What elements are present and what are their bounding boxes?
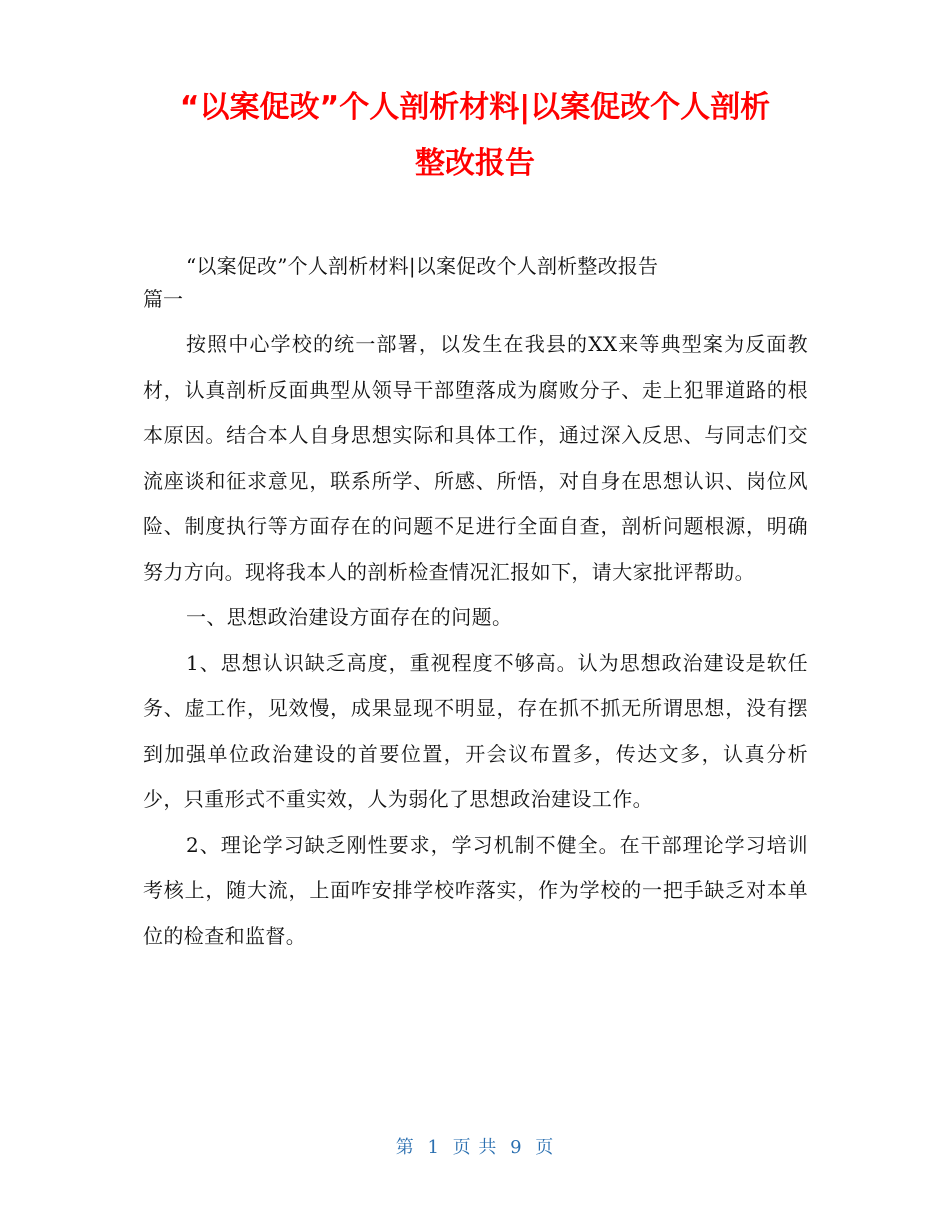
footer-page-number: 1 xyxy=(427,1137,440,1158)
footer-prefix: 第 xyxy=(395,1137,415,1158)
footer-total-pages: 9 xyxy=(510,1137,523,1158)
document-title-line-1: “以案促改”个人剖析材料|以案促改个人剖析 xyxy=(179,90,771,125)
document-body xyxy=(143,250,808,959)
page-footer xyxy=(0,1133,950,1159)
section-label: 篇一 xyxy=(143,287,183,311)
footer-middle: 页 共 xyxy=(452,1137,498,1158)
paragraph-item-1: 1、思想认识缺乏高度，重视程度不够高。认为思想政治建设是软任务、虚工作，见效慢，成果显现不明显，存在抓不抓无所谓思想，没有摆到加强单位政治建设的首要位置，开会议布置多，传达文多，认真分析少，只重形式不重实效，人为弱化了思想政治建设工作。 xyxy=(143,650,808,811)
document-title-line-2: 整改报告 xyxy=(415,146,535,181)
paragraph-intro: 按照中心学校的统一部署，以发生在我县的XX来等典型案为反面教材，认真剖析反面典型从领导干部堕落成为腐败分子、走上犯罪道路的根本原因。结合本人自身思想实际和具体工作，通过深入反思、与同志们交流座谈和征求意见，联系所学、所感、所悟，对自身在思想认识、岗位风险、制度执行等方面存在的问题不足进行全面自查，剖析问题根源，明确努力方向。现将我本人的剖析检查情况汇报如下，请大家批评帮助。 xyxy=(143,332,808,584)
paragraph-item-2: 2、理论学习缺乏刚性要求，学习机制不健全。在干部理论学习培训考核上，随大流，上面咋安排学校咋落实，作为学校的一把手缺乏对本单位的检查和监督。 xyxy=(143,832,808,948)
footer-suffix: 页 xyxy=(535,1137,555,1158)
document-subtitle: “以案促改”个人剖析材料|以案促改个人剖析整改报告 xyxy=(186,254,659,278)
paragraph-heading-1: 一、思想政治建设方面存在的问题。 xyxy=(186,605,513,629)
